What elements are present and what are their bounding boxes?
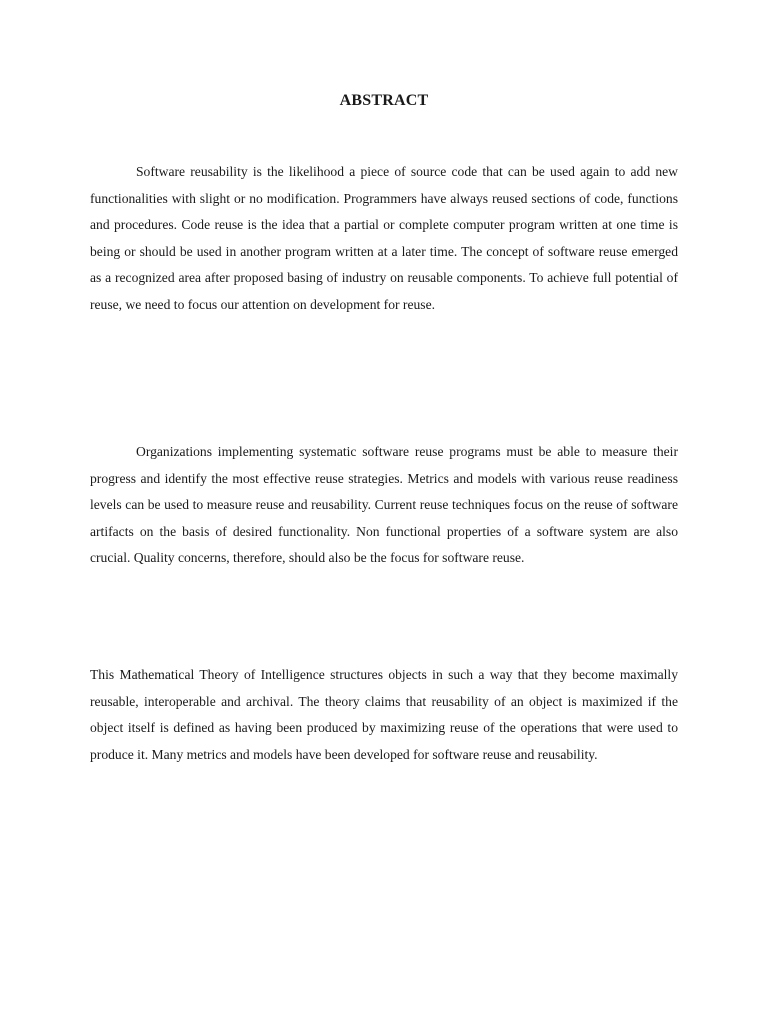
abstract-paragraph-1: Software reusability is the likelihood a piece of source code that can be used again to add new functionalities with slight or no modification. Programmers have always reused sections of code, functions and procedures. Code reuse is the idea that a partial or complete computer program written at one time is being or should be used in another program written at a later time. The concept of software reuse emerged as a recognized area after proposed basing of industry on reusable components. To achieve full potential of reuse, we need to focus our attention on development for reuse. — [90, 164, 678, 312]
abstract-paragraph-3: This Mathematical Theory of Intelligence structures objects in such a way that they become maximally reusable, interoperable and archival. The theory claims that reusability of an object is maximized if the object itself is defined as having been produced by maximizing reuse of the operations that were used to produce it. Many metrics and models have been developed for software reuse and reusability. — [90, 667, 678, 762]
abstract-paragraph-2: Organizations implementing systematic software reuse programs must be able to measure their progress and identify the most effective reuse strategies. Metrics and models with various reuse readiness levels can be used to measure reuse and reusability. Current reuse techniques focus on the reuse of software artifacts on the basis of desired functionality. Non functional properties of a software system are also crucial. Quality concerns, therefore, should also be the focus for software reuse. — [90, 444, 678, 565]
page-title: ABSTRACT — [339, 92, 429, 109]
